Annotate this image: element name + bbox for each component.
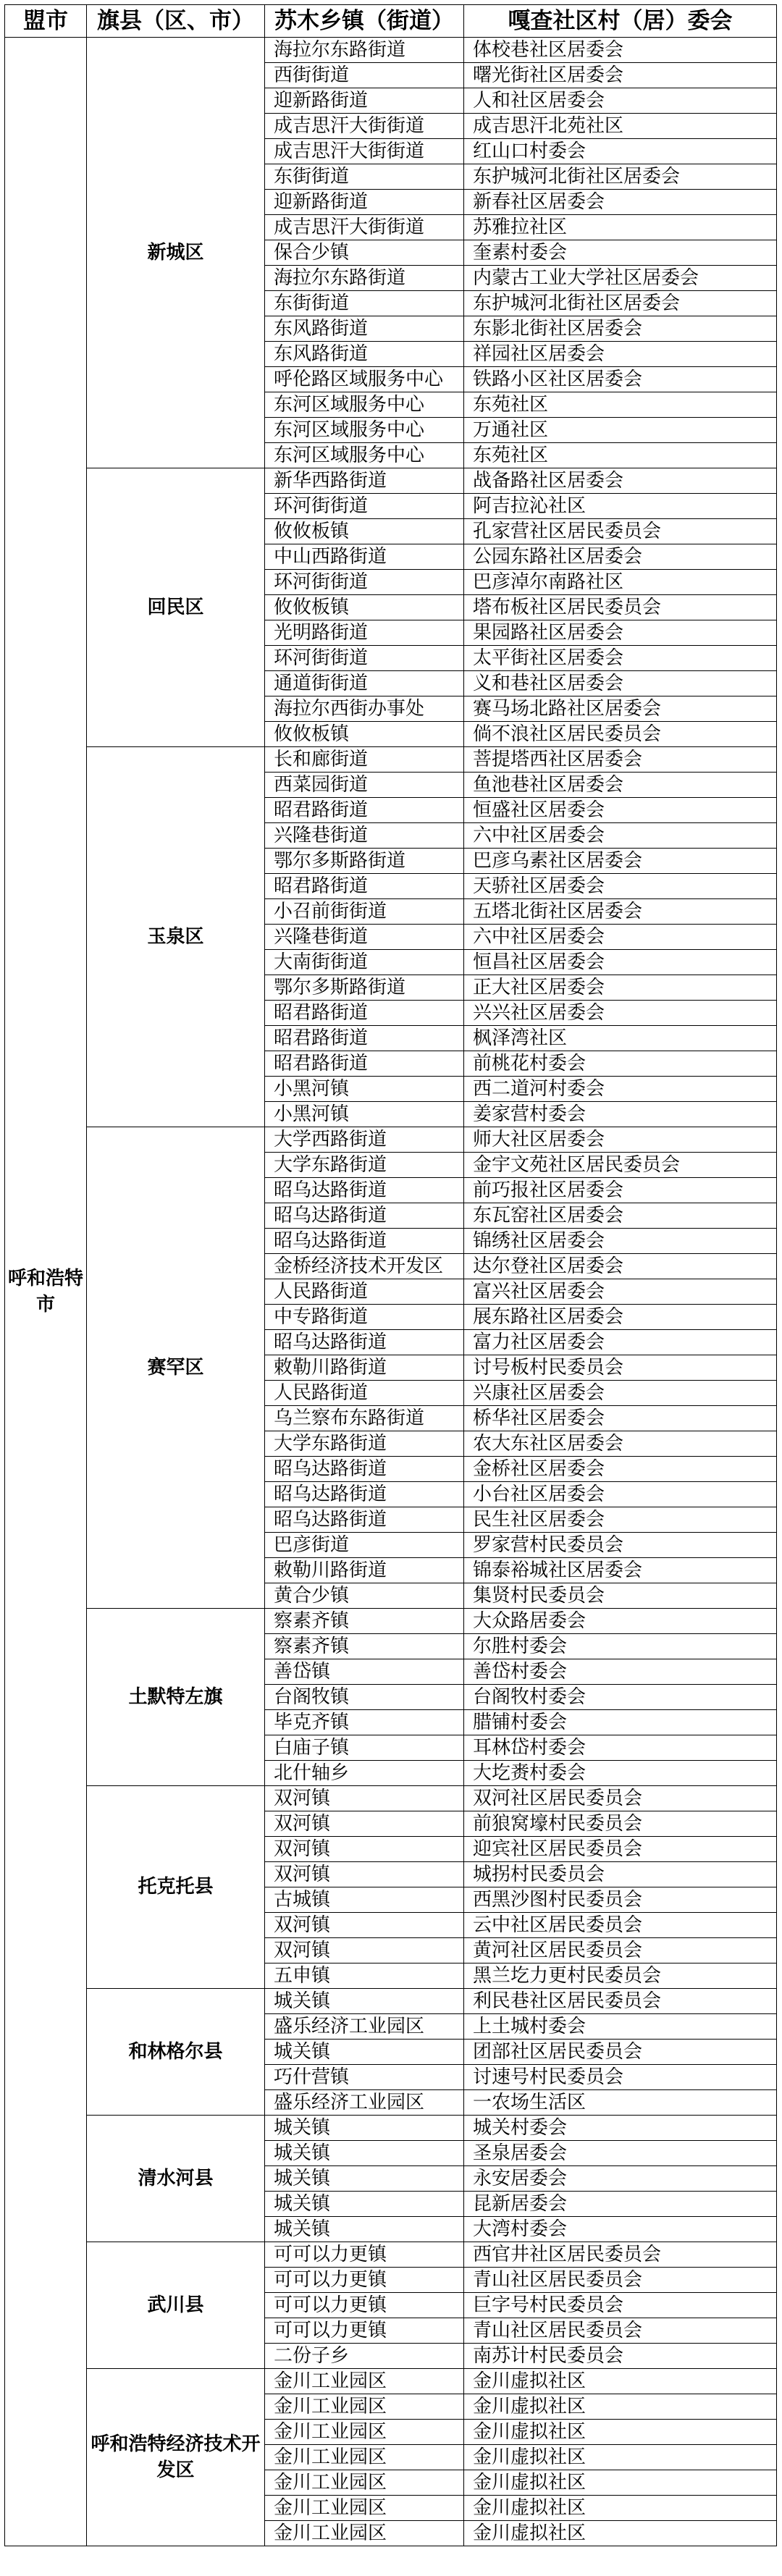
town-cell: 长和廊街道	[265, 747, 464, 773]
community-cell: 云中社区居民委员会	[464, 1913, 777, 1938]
town-cell: 人民路街道	[265, 1279, 464, 1305]
town-cell: 东风路街道	[265, 342, 464, 367]
community-cell: 圣泉居委会	[464, 2141, 777, 2166]
community-cell: 枫泽湾社区	[464, 1026, 777, 1051]
town-cell: 兴隆巷街道	[265, 823, 464, 849]
town-cell: 中山西路街道	[265, 544, 464, 570]
town-cell: 新华西路街道	[265, 468, 464, 494]
community-cell: 天骄社区居委会	[464, 874, 777, 899]
town-cell: 善岱镇	[265, 1659, 464, 1685]
community-cell: 金川虚拟社区	[464, 2420, 777, 2445]
town-cell: 金川工业园区	[265, 2420, 464, 2445]
table-row	[5, 2369, 777, 2394]
table-body	[5, 38, 777, 2546]
community-cell: 一农场生活区	[464, 2090, 777, 2116]
community-cell: 恒昌社区居委会	[464, 950, 777, 975]
town-cell: 城关镇	[265, 2217, 464, 2242]
town-cell: 双河镇	[265, 1913, 464, 1938]
community-cell: 巴彦乌素社区居委会	[464, 849, 777, 874]
town-cell: 昭乌达路街道	[265, 1507, 464, 1533]
town-cell: 昭乌达路街道	[265, 1482, 464, 1507]
community-cell: 黑兰圪力更村民委员会	[464, 1963, 777, 1989]
community-cell: 奎素村委会	[464, 240, 777, 266]
district-cell: 清水河县	[87, 2116, 265, 2242]
community-cell: 六中社区居委会	[464, 823, 777, 849]
town-cell: 察素齐镇	[265, 1609, 464, 1634]
community-cell: 黄河社区居民委员会	[464, 1938, 777, 1963]
town-cell: 城关镇	[265, 2040, 464, 2065]
town-cell: 攸攸板镇	[265, 519, 464, 544]
town-cell: 双河镇	[265, 1811, 464, 1837]
town-cell: 光明路街道	[265, 620, 464, 646]
town-cell: 昭乌达路街道	[265, 1457, 464, 1482]
community-cell: 善岱村委会	[464, 1659, 777, 1685]
town-cell: 大学西路街道	[265, 1127, 464, 1153]
community-cell: 成吉思汗北苑社区	[464, 114, 777, 139]
town-cell: 大南街街道	[265, 950, 464, 975]
table-row	[5, 1786, 777, 1811]
community-cell: 巨字号村民委员会	[464, 2293, 777, 2318]
community-cell: 迎宾社区居民委员会	[464, 1837, 777, 1862]
town-cell: 鄂尔多斯路街道	[265, 849, 464, 874]
town-cell: 东风路街道	[265, 316, 464, 342]
community-cell: 兴兴社区居委会	[464, 1001, 777, 1026]
town-cell: 大学东路街道	[265, 1153, 464, 1178]
town-cell: 大学东路街道	[265, 1431, 464, 1457]
community-cell: 富兴社区居委会	[464, 1279, 777, 1305]
community-cell: 小台社区居委会	[464, 1482, 777, 1507]
header-row	[5, 5, 777, 38]
header-community: 嘎查社区村（居）委会	[464, 5, 777, 38]
district-cell: 回民区	[87, 468, 265, 747]
community-cell: 孔家营社区居民委员会	[464, 519, 777, 544]
town-cell: 成吉思汗大街街道	[265, 215, 464, 240]
town-cell: 城关镇	[265, 2166, 464, 2192]
community-cell: 五塔北街社区居委会	[464, 899, 777, 925]
table-row	[5, 2116, 777, 2141]
community-cell: 六中社区居委会	[464, 925, 777, 950]
community-cell: 罗家营村民委员会	[464, 1533, 777, 1558]
town-cell: 通道街街道	[265, 671, 464, 696]
community-cell: 金川虚拟社区	[464, 2521, 777, 2546]
community-cell: 东影北街社区居委会	[464, 316, 777, 342]
community-cell: 展东路社区居委会	[464, 1305, 777, 1330]
community-cell: 阿吉拉沁社区	[464, 494, 777, 519]
community-cell: 正大社区居委会	[464, 975, 777, 1001]
town-cell: 城关镇	[265, 2192, 464, 2217]
town-cell: 攸攸板镇	[265, 595, 464, 620]
table-row	[5, 468, 777, 494]
town-cell: 双河镇	[265, 1786, 464, 1811]
community-cell: 金川虚拟社区	[464, 2496, 777, 2521]
district-cell: 和林格尔县	[87, 1989, 265, 2116]
community-cell: 大圪赉村委会	[464, 1761, 777, 1786]
town-cell: 环河街街道	[265, 494, 464, 519]
district-cell: 土默特左旗	[87, 1609, 265, 1786]
town-cell: 人民路街道	[265, 1381, 464, 1406]
header-city: 盟市	[5, 5, 87, 38]
community-cell: 太平街社区居委会	[464, 646, 777, 671]
community-cell: 金川虚拟社区	[464, 2394, 777, 2420]
town-cell: 昭乌达路街道	[265, 1203, 464, 1229]
community-cell: 体校巷社区居委会	[464, 38, 777, 63]
community-cell: 桥华社区居委会	[464, 1406, 777, 1431]
community-cell: 尔胜村委会	[464, 1634, 777, 1659]
town-cell: 昭君路街道	[265, 798, 464, 823]
town-cell: 东河区域服务中心	[265, 392, 464, 418]
town-cell: 兴隆巷街道	[265, 925, 464, 950]
town-cell: 金川工业园区	[265, 2369, 464, 2394]
town-cell: 台阁牧镇	[265, 1685, 464, 1710]
community-cell: 东苑社区	[464, 392, 777, 418]
town-cell: 环河街街道	[265, 570, 464, 595]
district-cell: 呼和浩特经济技术开发区	[87, 2369, 265, 2546]
town-cell: 东河区域服务中心	[265, 418, 464, 443]
town-cell: 东街街道	[265, 164, 464, 190]
community-cell: 大湾村委会	[464, 2217, 777, 2242]
community-cell: 城拐村民委员会	[464, 1862, 777, 1887]
town-cell: 小召前街街道	[265, 899, 464, 925]
community-cell: 曙光街社区居委会	[464, 63, 777, 88]
town-cell: 黄合少镇	[265, 1583, 464, 1609]
city-cell: 呼和浩特市	[5, 38, 87, 2546]
district-cell: 武川县	[87, 2242, 265, 2369]
community-cell: 上土城村委会	[464, 2014, 777, 2040]
community-cell: 兴康社区居委会	[464, 1381, 777, 1406]
town-cell: 白庙子镇	[265, 1735, 464, 1761]
community-cell: 铁路小区社区居委会	[464, 367, 777, 392]
town-cell: 金川工业园区	[265, 2394, 464, 2420]
town-cell: 城关镇	[265, 2141, 464, 2166]
community-cell: 永安居委会	[464, 2166, 777, 2192]
community-cell: 祥园社区居委会	[464, 342, 777, 367]
community-cell: 利民巷社区居民委员会	[464, 1989, 777, 2014]
town-cell: 金川工业园区	[265, 2496, 464, 2521]
community-cell: 菩提塔西社区居委会	[464, 747, 777, 773]
town-cell: 金川工业园区	[265, 2445, 464, 2470]
town-cell: 可可以力更镇	[265, 2318, 464, 2344]
community-cell: 东护城河北街社区居委会	[464, 291, 777, 316]
community-cell: 西二道河村委会	[464, 1077, 777, 1102]
town-cell: 海拉尔东路街道	[265, 38, 464, 63]
town-cell: 昭乌达路街道	[265, 1178, 464, 1203]
town-cell: 东街街道	[265, 291, 464, 316]
town-cell: 双河镇	[265, 1938, 464, 1963]
table-row	[5, 747, 777, 773]
community-cell: 城关村委会	[464, 2116, 777, 2141]
town-cell: 可可以力更镇	[265, 2242, 464, 2268]
town-cell: 察素齐镇	[265, 1634, 464, 1659]
town-cell: 海拉尔西街办事处	[265, 696, 464, 722]
community-cell: 团部社区居民委员会	[464, 2040, 777, 2065]
community-cell: 鱼池巷社区居委会	[464, 773, 777, 798]
table-row	[5, 38, 777, 63]
community-cell: 巴彦淖尔南路社区	[464, 570, 777, 595]
town-cell: 昭君路街道	[265, 1051, 464, 1077]
town-cell: 昭乌达路街道	[265, 1229, 464, 1254]
table-row	[5, 1127, 777, 1153]
community-cell: 金川虚拟社区	[464, 2369, 777, 2394]
community-cell: 双河社区居民委员会	[464, 1786, 777, 1811]
town-cell: 双河镇	[265, 1862, 464, 1887]
community-cell: 金桥社区居委会	[464, 1457, 777, 1482]
town-cell: 鄂尔多斯路街道	[265, 975, 464, 1001]
town-cell: 城关镇	[265, 2116, 464, 2141]
header-district: 旗县（区、市）	[87, 5, 265, 38]
community-cell: 西官井社区居民委员会	[464, 2242, 777, 2268]
community-cell: 万通社区	[464, 418, 777, 443]
town-cell: 北什轴乡	[265, 1761, 464, 1786]
town-cell: 古城镇	[265, 1887, 464, 1913]
town-cell: 东河区域服务中心	[265, 443, 464, 468]
town-cell: 成吉思汗大街街道	[265, 139, 464, 164]
community-cell: 东瓦窑社区居委会	[464, 1203, 777, 1229]
town-cell: 小黑河镇	[265, 1077, 464, 1102]
community-cell: 昆新居委会	[464, 2192, 777, 2217]
town-cell: 迎新路街道	[265, 88, 464, 114]
community-cell: 锦泰裕城社区居委会	[464, 1558, 777, 1583]
district-cell: 托克托县	[87, 1786, 265, 1989]
town-cell: 攸攸板镇	[265, 722, 464, 747]
community-cell: 苏雅拉社区	[464, 215, 777, 240]
community-table	[4, 4, 777, 2546]
community-cell: 讨速号村民委员会	[464, 2065, 777, 2090]
community-cell: 金川虚拟社区	[464, 2470, 777, 2496]
community-cell: 民生社区居委会	[464, 1507, 777, 1533]
community-cell: 金宇文苑社区居民委员会	[464, 1153, 777, 1178]
town-cell: 成吉思汗大街街道	[265, 114, 464, 139]
community-cell: 新春社区居委会	[464, 190, 777, 215]
district-cell: 玉泉区	[87, 747, 265, 1127]
district-cell: 赛罕区	[87, 1127, 265, 1609]
community-cell: 前巧报社区居委会	[464, 1178, 777, 1203]
community-cell: 内蒙古工业大学社区居委会	[464, 266, 777, 291]
town-cell: 敕勒川路街道	[265, 1558, 464, 1583]
community-cell: 塔布板社区居民委员会	[464, 595, 777, 620]
community-cell: 师大社区居委会	[464, 1127, 777, 1153]
town-cell: 五申镇	[265, 1963, 464, 1989]
community-cell: 腊铺村委会	[464, 1710, 777, 1735]
town-cell: 金川工业园区	[265, 2521, 464, 2546]
town-cell: 金川工业园区	[265, 2470, 464, 2496]
town-cell: 敕勒川路街道	[265, 1355, 464, 1381]
community-cell: 赛马场北路社区居委会	[464, 696, 777, 722]
town-cell: 西街街道	[265, 63, 464, 88]
town-cell: 昭君路街道	[265, 1026, 464, 1051]
community-cell: 公园东路社区居委会	[464, 544, 777, 570]
community-cell: 农大东社区居委会	[464, 1431, 777, 1457]
community-cell: 前桃花村委会	[464, 1051, 777, 1077]
town-cell: 可可以力更镇	[265, 2268, 464, 2293]
town-cell: 环河街街道	[265, 646, 464, 671]
town-cell: 昭乌达路街道	[265, 1330, 464, 1355]
community-cell: 南苏计村民委员会	[464, 2344, 777, 2369]
community-cell: 倘不浪社区居民委员会	[464, 722, 777, 747]
town-cell: 昭君路街道	[265, 874, 464, 899]
town-cell: 二份子乡	[265, 2344, 464, 2369]
community-cell: 台阁牧村委会	[464, 1685, 777, 1710]
community-cell: 东护城河北街社区居委会	[464, 164, 777, 190]
community-cell: 果园路社区居委会	[464, 620, 777, 646]
community-cell: 人和社区居委会	[464, 88, 777, 114]
table-row	[5, 1609, 777, 1634]
town-cell: 海拉尔东路街道	[265, 266, 464, 291]
community-cell: 战备路社区居委会	[464, 468, 777, 494]
community-cell: 讨号板村民委员会	[464, 1355, 777, 1381]
community-table-container	[4, 4, 777, 2546]
town-cell: 昭君路街道	[265, 1001, 464, 1026]
town-cell: 毕克齐镇	[265, 1710, 464, 1735]
community-cell: 达尔登社区居委会	[464, 1254, 777, 1279]
community-cell: 锦绣社区居委会	[464, 1229, 777, 1254]
community-cell: 义和巷社区居委会	[464, 671, 777, 696]
town-cell: 小黑河镇	[265, 1102, 464, 1127]
town-cell: 双河镇	[265, 1837, 464, 1862]
town-cell: 呼伦路区域服务中心	[265, 367, 464, 392]
town-cell: 盛乐经济工业园区	[265, 2014, 464, 2040]
town-cell: 可可以力更镇	[265, 2293, 464, 2318]
town-cell: 巴彦街道	[265, 1533, 464, 1558]
community-cell: 姜家营村委会	[464, 1102, 777, 1127]
community-cell: 金川虚拟社区	[464, 2445, 777, 2470]
community-cell: 富力社区居委会	[464, 1330, 777, 1355]
community-cell: 青山社区居民委员会	[464, 2318, 777, 2344]
community-cell: 东苑社区	[464, 443, 777, 468]
town-cell: 金桥经济技术开发区	[265, 1254, 464, 1279]
community-cell: 前狼窝壕村民委员会	[464, 1811, 777, 1837]
community-cell: 红山口村委会	[464, 139, 777, 164]
community-cell: 恒盛社区居委会	[464, 798, 777, 823]
table-row	[5, 2242, 777, 2268]
town-cell: 迎新路街道	[265, 190, 464, 215]
community-cell: 大众路居委会	[464, 1609, 777, 1634]
town-cell: 保合少镇	[265, 240, 464, 266]
community-cell: 耳林岱村委会	[464, 1735, 777, 1761]
table-row	[5, 1989, 777, 2014]
town-cell: 城关镇	[265, 1989, 464, 2014]
town-cell: 盛乐经济工业园区	[265, 2090, 464, 2116]
town-cell: 西菜园街道	[265, 773, 464, 798]
community-cell: 西黑沙图村民委员会	[464, 1887, 777, 1913]
community-cell: 集贤村民委员会	[464, 1583, 777, 1609]
town-cell: 巧什营镇	[265, 2065, 464, 2090]
town-cell: 中专路街道	[265, 1305, 464, 1330]
town-cell: 乌兰察布东路街道	[265, 1406, 464, 1431]
district-cell: 新城区	[87, 38, 265, 468]
header-town: 苏木乡镇（街道）	[265, 5, 464, 38]
community-cell: 青山社区居民委员会	[464, 2268, 777, 2293]
